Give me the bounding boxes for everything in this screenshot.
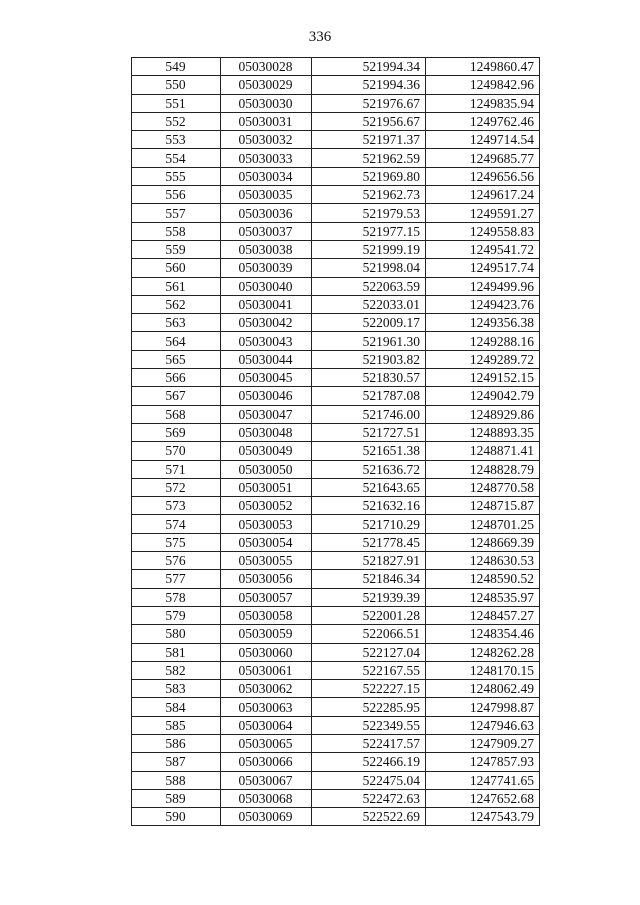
point-number-cell: 567 [132, 387, 221, 405]
y-coordinate-cell: 1248701.25 [426, 515, 540, 533]
point-code-cell: 05030052 [221, 497, 312, 515]
x-coordinate-cell: 521969.80 [312, 167, 426, 185]
x-coordinate-cell: 521961.30 [312, 332, 426, 350]
table-row [132, 94, 540, 112]
y-coordinate-cell: 1248871.41 [426, 442, 540, 460]
y-coordinate-cell: 1249617.24 [426, 186, 540, 204]
point-number-cell: 552 [132, 112, 221, 130]
table-row [132, 478, 540, 496]
table-row [132, 423, 540, 441]
point-code-cell: 05030059 [221, 625, 312, 643]
point-code-cell: 05030053 [221, 515, 312, 533]
table-row [132, 515, 540, 533]
table-row [132, 680, 540, 698]
table-row [132, 497, 540, 515]
point-code-cell: 05030056 [221, 570, 312, 588]
x-coordinate-cell: 522475.04 [312, 771, 426, 789]
x-coordinate-cell: 521962.59 [312, 149, 426, 167]
table-row [132, 570, 540, 588]
y-coordinate-cell: 1248590.52 [426, 570, 540, 588]
x-coordinate-cell: 521636.72 [312, 460, 426, 478]
point-code-cell: 05030057 [221, 588, 312, 606]
point-number-cell: 569 [132, 423, 221, 441]
y-coordinate-cell: 1249289.72 [426, 350, 540, 368]
y-coordinate-cell: 1248669.39 [426, 533, 540, 551]
x-coordinate-cell: 521979.53 [312, 204, 426, 222]
table-row [132, 222, 540, 240]
page-number: 336 [308, 29, 332, 45]
x-coordinate-cell: 521939.39 [312, 588, 426, 606]
point-code-cell: 05030065 [221, 734, 312, 752]
point-number-cell: 562 [132, 295, 221, 313]
point-code-cell: 05030047 [221, 405, 312, 423]
y-coordinate-cell: 1247543.79 [426, 808, 540, 826]
table-row [132, 808, 540, 826]
point-code-cell: 05030045 [221, 369, 312, 387]
table-row [132, 314, 540, 332]
x-coordinate-cell: 521962.73 [312, 186, 426, 204]
x-coordinate-cell: 522466.19 [312, 753, 426, 771]
table-row [132, 460, 540, 478]
x-coordinate-cell: 521827.91 [312, 552, 426, 570]
point-number-cell: 580 [132, 625, 221, 643]
point-number-cell: 576 [132, 552, 221, 570]
point-number-cell: 581 [132, 643, 221, 661]
x-coordinate-cell: 522472.63 [312, 789, 426, 807]
y-coordinate-cell: 1249288.16 [426, 332, 540, 350]
y-coordinate-cell: 1247946.63 [426, 716, 540, 734]
y-coordinate-cell: 1249356.38 [426, 314, 540, 332]
y-coordinate-cell: 1249685.77 [426, 149, 540, 167]
point-code-cell: 05030039 [221, 259, 312, 277]
x-coordinate-cell: 521778.45 [312, 533, 426, 551]
point-number-cell: 557 [132, 204, 221, 222]
point-code-cell: 05030032 [221, 131, 312, 149]
x-coordinate-cell: 522063.59 [312, 277, 426, 295]
y-coordinate-cell: 1249860.47 [426, 58, 540, 76]
point-code-cell: 05030051 [221, 478, 312, 496]
x-coordinate-cell: 521643.65 [312, 478, 426, 496]
y-coordinate-cell: 1248893.35 [426, 423, 540, 441]
point-number-cell: 560 [132, 259, 221, 277]
table-row [132, 186, 540, 204]
y-coordinate-cell: 1249042.79 [426, 387, 540, 405]
point-number-cell: 549 [132, 58, 221, 76]
table-row [132, 131, 540, 149]
point-code-cell: 05030068 [221, 789, 312, 807]
point-number-cell: 590 [132, 808, 221, 826]
y-coordinate-cell: 1247652.68 [426, 789, 540, 807]
table-row [132, 588, 540, 606]
x-coordinate-cell: 522127.04 [312, 643, 426, 661]
point-number-cell: 570 [132, 442, 221, 460]
point-number-cell: 583 [132, 680, 221, 698]
point-number-cell: 582 [132, 661, 221, 679]
point-code-cell: 05030036 [221, 204, 312, 222]
y-coordinate-cell: 1249591.27 [426, 204, 540, 222]
y-coordinate-cell: 1249517.74 [426, 259, 540, 277]
x-coordinate-cell: 521710.29 [312, 515, 426, 533]
x-coordinate-cell: 521903.82 [312, 350, 426, 368]
x-coordinate-cell: 522349.55 [312, 716, 426, 734]
point-code-cell: 05030055 [221, 552, 312, 570]
x-coordinate-cell: 522417.57 [312, 734, 426, 752]
point-number-cell: 563 [132, 314, 221, 332]
point-code-cell: 05030063 [221, 698, 312, 716]
point-number-cell: 584 [132, 698, 221, 716]
point-number-cell: 554 [132, 149, 221, 167]
y-coordinate-cell: 1247998.87 [426, 698, 540, 716]
x-coordinate-cell: 521846.34 [312, 570, 426, 588]
point-code-cell: 05030034 [221, 167, 312, 185]
x-coordinate-cell: 522066.51 [312, 625, 426, 643]
table-row [132, 350, 540, 368]
x-coordinate-cell: 521994.34 [312, 58, 426, 76]
table-row [132, 204, 540, 222]
x-coordinate-cell: 521632.16 [312, 497, 426, 515]
table-row [132, 405, 540, 423]
x-coordinate-cell: 521727.51 [312, 423, 426, 441]
table-row [132, 332, 540, 350]
table-row [132, 240, 540, 258]
point-code-cell: 05030042 [221, 314, 312, 332]
point-number-cell: 578 [132, 588, 221, 606]
point-code-cell: 05030064 [221, 716, 312, 734]
table-row [132, 789, 540, 807]
point-number-cell: 559 [132, 240, 221, 258]
table-row [132, 552, 540, 570]
table-row [132, 625, 540, 643]
table-row [132, 58, 540, 76]
x-coordinate-cell: 521787.08 [312, 387, 426, 405]
y-coordinate-cell: 1248262.28 [426, 643, 540, 661]
point-number-cell: 574 [132, 515, 221, 533]
x-coordinate-cell: 521830.57 [312, 369, 426, 387]
point-number-cell: 588 [132, 771, 221, 789]
y-coordinate-cell: 1249656.56 [426, 167, 540, 185]
point-code-cell: 05030029 [221, 76, 312, 94]
point-code-cell: 05030066 [221, 753, 312, 771]
point-number-cell: 555 [132, 167, 221, 185]
table-row [132, 771, 540, 789]
y-coordinate-cell: 1249835.94 [426, 94, 540, 112]
point-code-cell: 05030050 [221, 460, 312, 478]
table-row [132, 606, 540, 624]
point-number-cell: 571 [132, 460, 221, 478]
point-code-cell: 05030030 [221, 94, 312, 112]
y-coordinate-cell: 1248535.97 [426, 588, 540, 606]
table-row [132, 734, 540, 752]
point-code-cell: 05030058 [221, 606, 312, 624]
table-row [132, 76, 540, 94]
point-number-cell: 566 [132, 369, 221, 387]
x-coordinate-cell: 521971.37 [312, 131, 426, 149]
point-number-cell: 585 [132, 716, 221, 734]
point-code-cell: 05030067 [221, 771, 312, 789]
point-code-cell: 05030061 [221, 661, 312, 679]
x-coordinate-cell: 521651.38 [312, 442, 426, 460]
table-row [132, 442, 540, 460]
table-row [132, 167, 540, 185]
y-coordinate-cell: 1249499.96 [426, 277, 540, 295]
point-code-cell: 05030040 [221, 277, 312, 295]
x-coordinate-cell: 521998.04 [312, 259, 426, 277]
point-code-cell: 05030031 [221, 112, 312, 130]
y-coordinate-cell: 1248715.87 [426, 497, 540, 515]
point-number-cell: 586 [132, 734, 221, 752]
y-coordinate-cell: 1247857.93 [426, 753, 540, 771]
y-coordinate-cell: 1248770.58 [426, 478, 540, 496]
point-number-cell: 568 [132, 405, 221, 423]
point-code-cell: 05030054 [221, 533, 312, 551]
point-number-cell: 577 [132, 570, 221, 588]
point-code-cell: 05030069 [221, 808, 312, 826]
x-coordinate-cell: 522522.69 [312, 808, 426, 826]
table-row [132, 112, 540, 130]
table-row [132, 259, 540, 277]
y-coordinate-cell: 1249714.54 [426, 131, 540, 149]
x-coordinate-cell: 522009.17 [312, 314, 426, 332]
y-coordinate-cell: 1248630.53 [426, 552, 540, 570]
y-coordinate-cell: 1249423.76 [426, 295, 540, 313]
point-number-cell: 558 [132, 222, 221, 240]
point-code-cell: 05030046 [221, 387, 312, 405]
point-number-cell: 575 [132, 533, 221, 551]
point-code-cell: 05030028 [221, 58, 312, 76]
y-coordinate-cell: 1247909.27 [426, 734, 540, 752]
point-number-cell: 550 [132, 76, 221, 94]
point-number-cell: 565 [132, 350, 221, 368]
y-coordinate-cell: 1249558.83 [426, 222, 540, 240]
table-row [132, 277, 540, 295]
y-coordinate-cell: 1249762.46 [426, 112, 540, 130]
x-coordinate-cell: 521977.15 [312, 222, 426, 240]
point-code-cell: 05030043 [221, 332, 312, 350]
y-coordinate-cell: 1248062.49 [426, 680, 540, 698]
point-code-cell: 05030044 [221, 350, 312, 368]
x-coordinate-cell: 521746.00 [312, 405, 426, 423]
x-coordinate-cell: 521994.36 [312, 76, 426, 94]
table-row [132, 149, 540, 167]
table-row [132, 369, 540, 387]
y-coordinate-cell: 1247741.65 [426, 771, 540, 789]
x-coordinate-cell: 521956.67 [312, 112, 426, 130]
point-code-cell: 05030049 [221, 442, 312, 460]
point-code-cell: 05030048 [221, 423, 312, 441]
point-number-cell: 564 [132, 332, 221, 350]
x-coordinate-cell: 522285.95 [312, 698, 426, 716]
y-coordinate-cell: 1248457.27 [426, 606, 540, 624]
point-code-cell: 05030041 [221, 295, 312, 313]
table-row [132, 661, 540, 679]
table-row [132, 643, 540, 661]
point-number-cell: 551 [132, 94, 221, 112]
point-number-cell: 573 [132, 497, 221, 515]
table-row [132, 753, 540, 771]
point-number-cell: 589 [132, 789, 221, 807]
x-coordinate-cell: 522001.28 [312, 606, 426, 624]
y-coordinate-cell: 1248929.86 [426, 405, 540, 423]
y-coordinate-cell: 1249152.15 [426, 369, 540, 387]
point-number-cell: 572 [132, 478, 221, 496]
coordinates-table [131, 57, 540, 826]
point-code-cell: 05030062 [221, 680, 312, 698]
point-number-cell: 553 [132, 131, 221, 149]
table-row [132, 533, 540, 551]
y-coordinate-cell: 1248828.79 [426, 460, 540, 478]
table-row [132, 716, 540, 734]
y-coordinate-cell: 1249842.96 [426, 76, 540, 94]
x-coordinate-cell: 521999.19 [312, 240, 426, 258]
x-coordinate-cell: 522227.15 [312, 680, 426, 698]
table-row [132, 387, 540, 405]
y-coordinate-cell: 1248170.15 [426, 661, 540, 679]
point-number-cell: 561 [132, 277, 221, 295]
point-code-cell: 05030035 [221, 186, 312, 204]
table-row [132, 698, 540, 716]
y-coordinate-cell: 1249541.72 [426, 240, 540, 258]
point-code-cell: 05030038 [221, 240, 312, 258]
y-coordinate-cell: 1248354.46 [426, 625, 540, 643]
coordinates-table-body [132, 58, 540, 826]
x-coordinate-cell: 522167.55 [312, 661, 426, 679]
x-coordinate-cell: 521976.67 [312, 94, 426, 112]
point-code-cell: 05030033 [221, 149, 312, 167]
point-number-cell: 556 [132, 186, 221, 204]
table-row [132, 295, 540, 313]
point-number-cell: 579 [132, 606, 221, 624]
point-code-cell: 05030037 [221, 222, 312, 240]
point-number-cell: 587 [132, 753, 221, 771]
x-coordinate-cell: 522033.01 [312, 295, 426, 313]
point-code-cell: 05030060 [221, 643, 312, 661]
